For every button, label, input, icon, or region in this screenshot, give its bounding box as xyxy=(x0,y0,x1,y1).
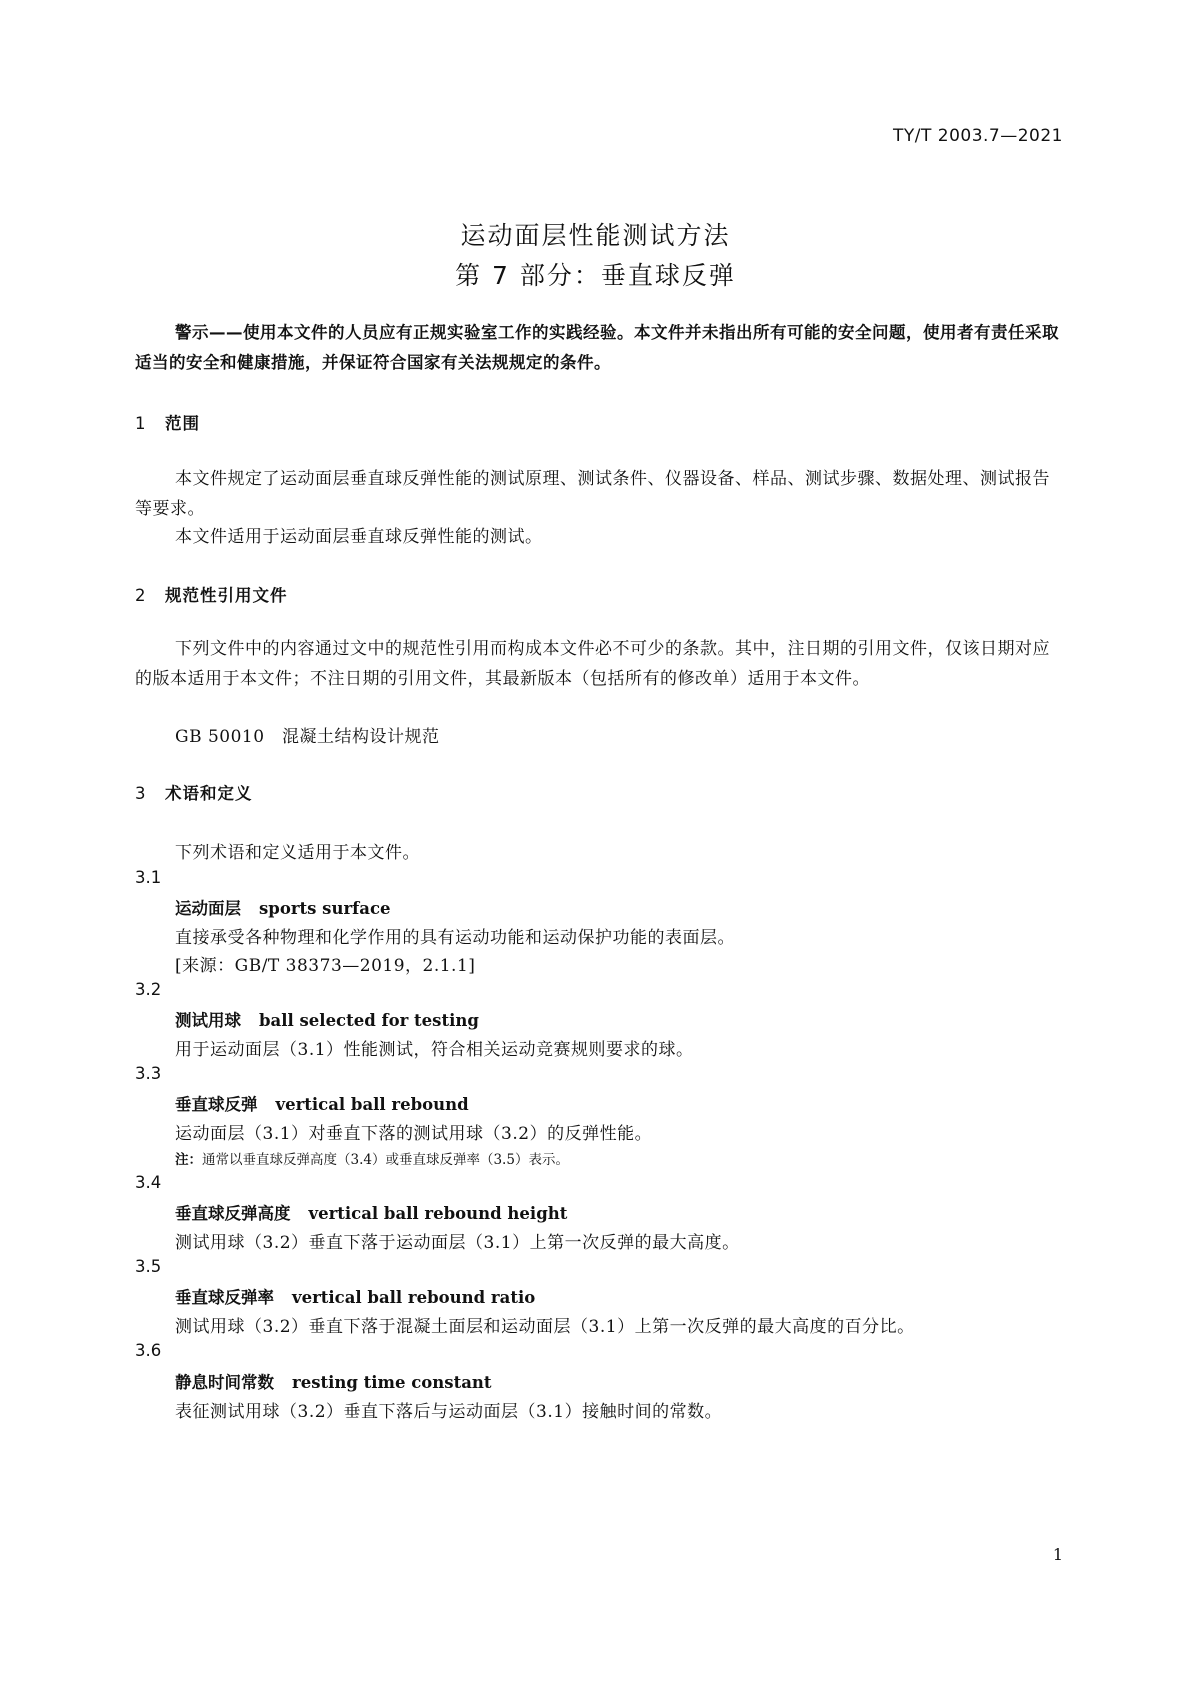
note-text: 通常以垂直球反弹高度（3.4）或垂直球反弹率（3.5）表示。 xyxy=(202,1152,569,1168)
section-title: 术语和定义 xyxy=(165,784,253,803)
term-definition: 测试用球（3.2）垂直下落于混凝土面层和运动面层（3.1）上第一次反弹的最大高度的百分比。 xyxy=(175,1317,915,1337)
term-source: [来源：GB/T 38373—2019，2.1.1] xyxy=(175,956,476,976)
term-number: 3.5 xyxy=(135,1257,162,1276)
term-zh: 运动面层 xyxy=(175,899,241,918)
term-heading xyxy=(175,1284,535,1308)
section-3-heading xyxy=(135,780,253,804)
section-2-heading xyxy=(135,582,288,606)
term-heading xyxy=(175,1200,567,1224)
section-number: 2 xyxy=(135,586,147,605)
term-heading xyxy=(175,1007,479,1031)
term-definition: 直接承受各种物理和化学作用的具有运动功能和运动保护功能的表面层。 xyxy=(175,928,735,948)
term-en: vertical ball rebound height xyxy=(308,1204,568,1223)
term-heading xyxy=(175,895,391,919)
term-definition: 测试用球（3.2）垂直下落于运动面层（3.1）上第一次反弹的最大高度。 xyxy=(175,1233,740,1253)
term-en: ball selected for testing xyxy=(259,1011,479,1030)
term-number: 3.6 xyxy=(135,1341,162,1360)
term-number: 3.1 xyxy=(135,868,162,887)
term-zh: 垂直球反弹率 xyxy=(175,1288,274,1307)
term-number: 3.4 xyxy=(135,1173,162,1192)
term-heading xyxy=(175,1091,469,1115)
term-number: 3.3 xyxy=(135,1064,162,1083)
term-zh: 垂直球反弹高度 xyxy=(175,1204,291,1223)
term-en: vertical ball rebound xyxy=(275,1095,469,1114)
term-note xyxy=(175,1148,569,1168)
term-zh: 测试用球 xyxy=(175,1011,241,1030)
term-definition: 运动面层（3.1）对垂直下落的测试用球（3.2）的反弹性能。 xyxy=(175,1124,653,1144)
section-1-heading xyxy=(135,410,200,434)
section-2-paragraph-1: 下列文件中的内容通过文中的规范性引用而构成本文件必不可少的条款。其中，注日期的引用文件，仅该日期对应的版本适用于本文件；不注日期的引用文件，其最新版本（包括所有的修改单）适用于本文件。 xyxy=(135,639,1050,689)
section-number: 1 xyxy=(135,414,147,433)
standard-code: TY/T 2003.7—2021 xyxy=(892,126,1063,146)
term-heading xyxy=(175,1369,492,1393)
section-title: 范围 xyxy=(165,414,200,433)
warning-notice: 警示——使用本文件的人员应有正规实验室工作的实践经验。本文件并未指出所有可能的安全问题，使用者有责任采取适当的安全和健康措施，并保证符合国家有关法规规定的条件。 xyxy=(135,323,1059,372)
term-zh: 垂直球反弹 xyxy=(175,1095,258,1114)
section-3-intro: 下列术语和定义适用于本文件。 xyxy=(175,843,420,863)
section-1-paragraph-1: 本文件规定了运动面层垂直球反弹性能的测试原理、测试条件、仪器设备、样品、测试步骤、数据处理、测试报告等要求。 xyxy=(135,469,1050,519)
section-number: 3 xyxy=(135,784,147,803)
term-en: resting time constant xyxy=(292,1373,492,1392)
term-zh: 静息时间常数 xyxy=(175,1373,274,1392)
term-number: 3.2 xyxy=(135,980,162,999)
note-label: 注： xyxy=(175,1152,202,1168)
term-definition: 用于运动面层（3.1）性能测试，符合相关运动竞赛规则要求的球。 xyxy=(175,1040,694,1060)
section-1-paragraph-2: 本文件适用于运动面层垂直球反弹性能的测试。 xyxy=(175,527,543,547)
term-en: vertical ball rebound ratio xyxy=(292,1288,536,1307)
section-title: 规范性引用文件 xyxy=(165,586,288,605)
page-number: 1 xyxy=(1052,1545,1063,1564)
term-en: sports surface xyxy=(259,899,391,918)
document-title: 运动面层性能测试方法 xyxy=(460,221,731,250)
reference-item: GB 50010 混凝土结构设计规范 xyxy=(175,727,440,747)
document-subtitle: 第 7 部分：垂直球反弹 xyxy=(455,261,736,290)
term-definition: 表征测试用球（3.2）垂直下落后与运动面层（3.1）接触时间的常数。 xyxy=(175,1402,723,1422)
